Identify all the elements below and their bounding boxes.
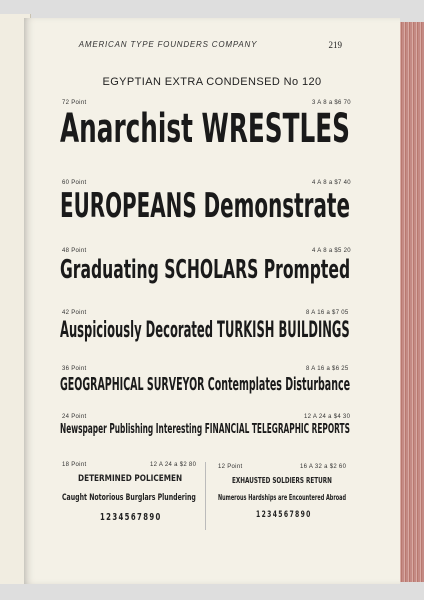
col-right-price: 16 A 32 a $2 60: [300, 464, 347, 470]
specimen-line-72: Anarchist WRESTLES: [60, 106, 350, 152]
col-left-size: 18 Point: [62, 462, 87, 468]
col-left-numerals: 1234567890: [100, 512, 162, 523]
specimen-size-48: 48 Point: [62, 248, 87, 254]
specimen-price-42: 8 A 16 a $7 05: [306, 310, 349, 316]
col-right-line2: Numerous Hardships are Encountered Abroad: [218, 493, 347, 502]
typeface-title: EGYPTIAN EXTRA CONDENSED No 120: [102, 76, 322, 88]
specimen-price-48: 4 A 8 a $5 20: [312, 248, 351, 254]
col-right-size: 12 Point: [218, 464, 243, 470]
col-left-price: 12 A 24 a $2 80: [150, 462, 197, 468]
specimen-size-42: 42 Point: [62, 310, 87, 316]
specimen-line-60: EUROPEANS Demonstrate: [60, 186, 350, 226]
specimen-line-24: Newspaper Publishing Interesting FINANCIAL TELEGRAPHIC REPORTS: [60, 422, 350, 437]
specimen-size-24: 24 Point: [62, 414, 87, 420]
specimen-size-36: 36 Point: [62, 366, 87, 372]
specimen-size-60: 60 Point: [62, 180, 87, 186]
col-left-line2: Caught Notorious Burglars Plundering: [62, 493, 196, 503]
specimen-price-60: 4 A 8 a $7 40: [312, 180, 351, 186]
col-right-line1: EXHAUSTED SOLDIERS RETURN: [232, 476, 332, 485]
specimen-line-48: Graduating SCHOLARS Prompted: [60, 255, 351, 285]
specimen-line-42: Auspiciously Decorated TURKISH BUILDINGS: [60, 318, 350, 343]
specimen-price-24: 12 A 24 a $4 30: [304, 414, 351, 420]
page-number: 219: [328, 40, 342, 50]
specimen-line-36: GEOGRAPHICAL SURVEYOR Contemplates Disturbance: [60, 374, 351, 395]
column-divider: [205, 462, 206, 530]
book-page-edges-right: [398, 22, 424, 582]
col-left-line1: DETERMINED POLICEMEN: [78, 474, 183, 484]
page-header: [0, 40, 424, 54]
specimen-price-72: 3 A 8 a $6 70: [312, 100, 351, 106]
specimen-size-72: 72 Point: [62, 100, 87, 106]
running-title: AMERICAN TYPE FOUNDERS COMPANY: [78, 40, 258, 49]
col-right-numerals: 1234567890: [256, 510, 312, 520]
specimen-price-36: 8 A 16 a $6 25: [306, 366, 349, 372]
